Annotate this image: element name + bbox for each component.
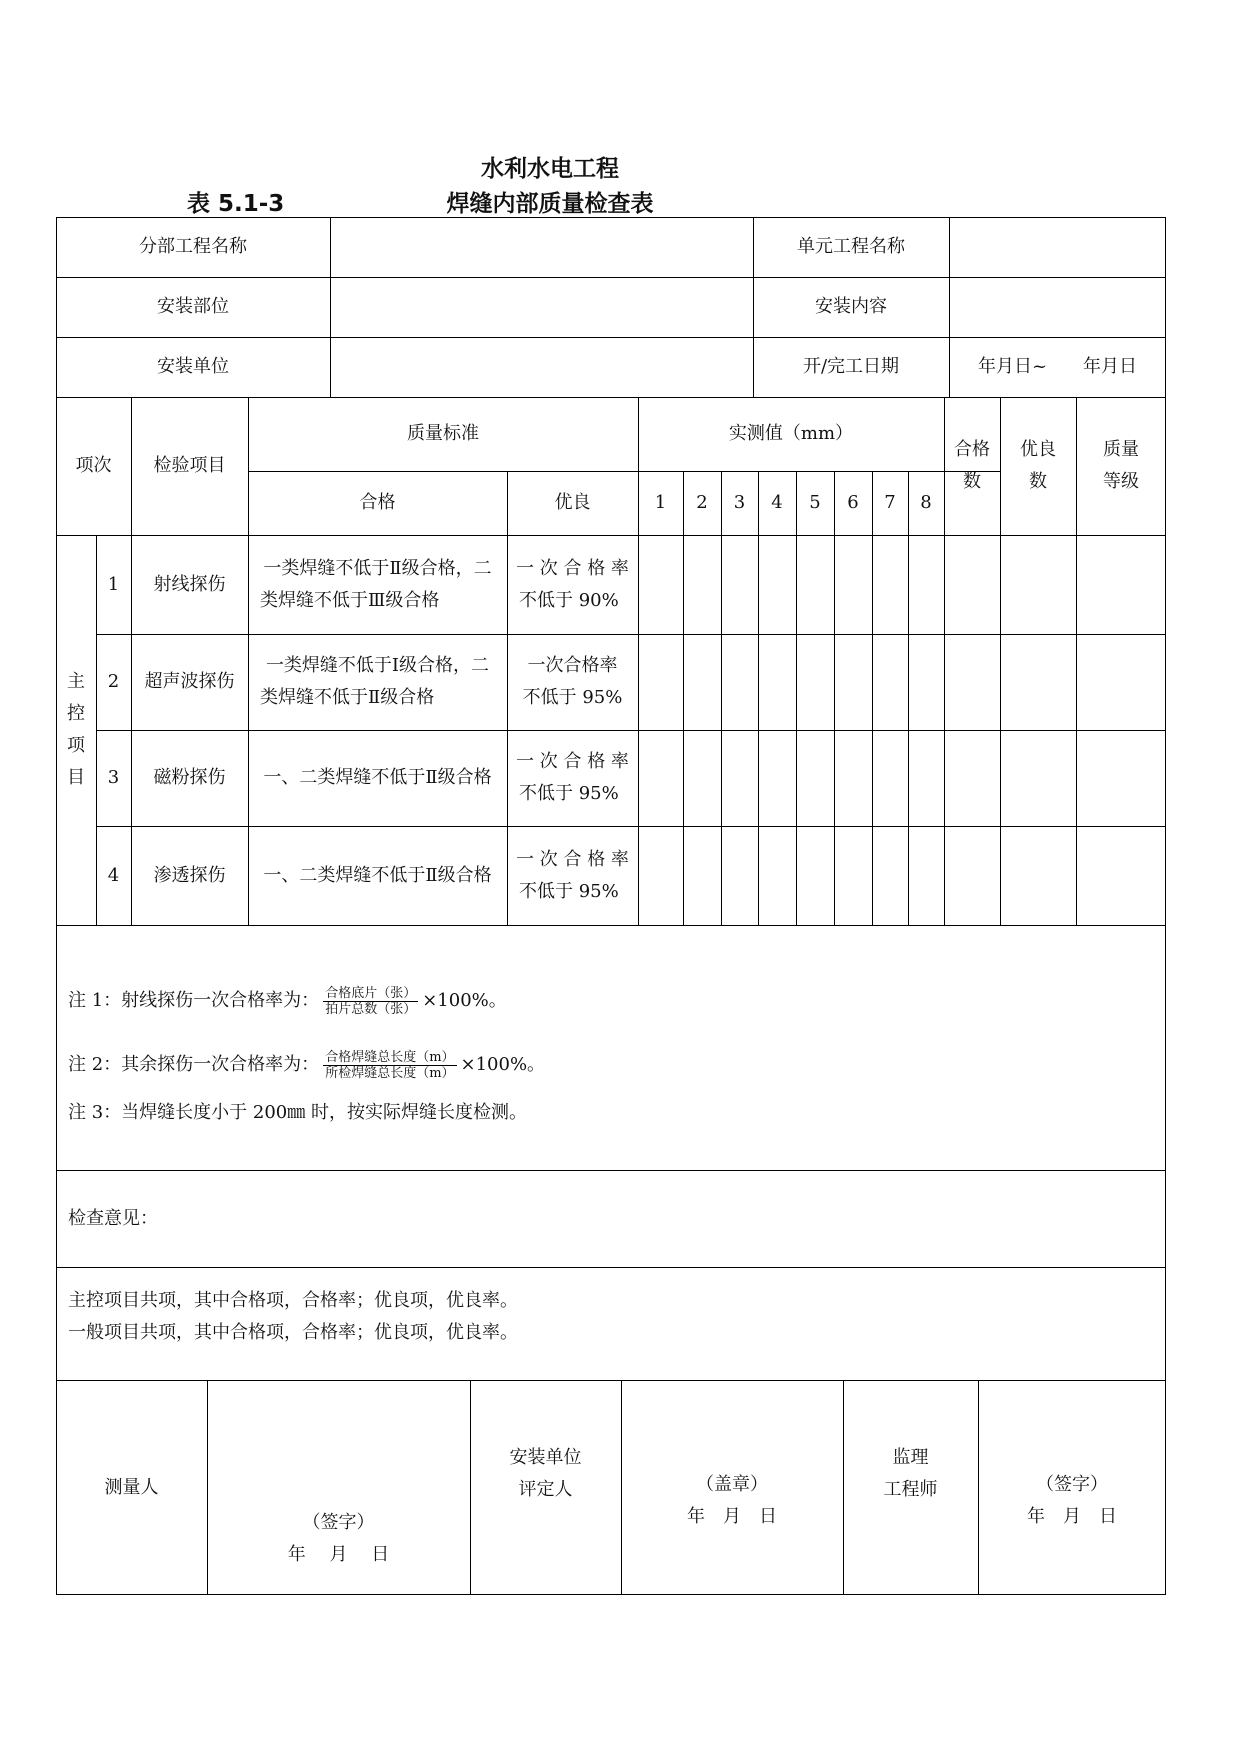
note-1: [68, 981, 1158, 1021]
row-excellent-standard: [507, 826, 638, 925]
row-excellent-standard: [507, 634, 638, 730]
row-inspection-item: 渗透探伤: [153, 864, 226, 886]
rule: [56, 1267, 1166, 1268]
rule: [56, 925, 1166, 926]
evaluator-label-line1: 安装单位: [509, 1447, 582, 1468]
main-control-char: 项: [67, 735, 85, 756]
note-2-prefix: 注 2：其余探伤一次合格率为：: [68, 1054, 320, 1075]
document-title: 水利水电工程: [481, 156, 619, 182]
excellent-text: 一次合格率: [527, 655, 618, 676]
rule: [758, 471, 759, 925]
signature-placeholder: （签字）: [1036, 1473, 1108, 1495]
supervisor-label-line1: 监理: [892, 1447, 929, 1468]
excellent-text: 不低于 95%: [519, 783, 619, 804]
rule: [834, 471, 835, 925]
summary-general: 一般项目共项，其中合格项，合格率；优良项，优良率。: [68, 1322, 518, 1343]
evaluator-label: [470, 1380, 621, 1595]
qualified-text: 一类焊缝不低于Ⅱ级合格，二: [263, 557, 492, 579]
install-content-field[interactable]: [949, 277, 1166, 337]
measure-index: 1: [654, 492, 667, 513]
install-location-field[interactable]: [330, 277, 753, 337]
seal-placeholder: （盖章）: [696, 1473, 768, 1495]
supervisor-label-line2: 工程师: [883, 1479, 938, 1500]
install-location-label: 安装部位: [157, 296, 229, 317]
note-2-suffix: ×100%。: [460, 1054, 546, 1075]
qualified-text: 类焊缝不低于Ⅱ级合格: [260, 687, 435, 708]
row-excellent-standard: [507, 730, 638, 826]
measurer-signature-block[interactable]: [207, 1380, 470, 1595]
main-control-char: 主: [67, 671, 85, 692]
col-pass-count: [944, 397, 1000, 535]
install-content-label: 安装内容: [815, 296, 887, 317]
excellent-text: 一 次 合 格 率: [516, 751, 629, 772]
note-1-fraction: [323, 986, 418, 1017]
start-end-date-field[interactable]: 年月日~ 年月日: [977, 356, 1138, 377]
note-1-suffix: ×100%。: [422, 990, 507, 1011]
excellent-text: 一 次 合 格 率: [516, 557, 629, 579]
col-measured-value: 实测值（mm）: [728, 423, 854, 444]
col-quality-grade-line1: 质量: [1103, 439, 1139, 460]
main-control-char: 目: [67, 767, 85, 788]
excellent-text: 一 次 合 格 率: [516, 848, 629, 870]
measure-index: 2: [696, 492, 708, 513]
excellent-text: 不低于 95%: [519, 880, 619, 902]
col-excellent: 优良: [554, 492, 591, 513]
note-2-fraction: [323, 1050, 456, 1081]
row-inspection-item: 射线探伤: [153, 573, 226, 595]
table-title: 焊缝内部质量检查表: [446, 191, 654, 217]
measure-index: 3: [733, 492, 746, 513]
seal-block[interactable]: [621, 1380, 843, 1595]
col-qualified: 合格: [359, 492, 396, 513]
col-excellent-count: [1000, 397, 1076, 535]
row-number: 1: [107, 573, 120, 595]
col-quality-grade-line2: 等级: [1103, 471, 1139, 492]
measure-index: 6: [847, 492, 859, 513]
date-placeholder: 年 月 日: [687, 1505, 777, 1527]
col-item-no: 项次: [75, 455, 112, 476]
excellent-text: 不低于 90%: [519, 589, 619, 611]
qualified-text: 类焊缝不低于Ⅲ级合格: [260, 589, 440, 611]
measurer-label: 测量人: [104, 1476, 159, 1498]
excellent-text: 不低于 95%: [522, 687, 623, 708]
row-inspection-item: 磁粉探伤: [153, 767, 226, 788]
row-number: 4: [107, 864, 120, 886]
fraction-numerator: 合格底片（张）: [325, 985, 417, 1001]
col-quality-grade: [1076, 397, 1166, 535]
rule: [796, 471, 797, 925]
row-excellent-standard: [507, 535, 638, 634]
row-qualified-standard: [248, 634, 507, 730]
rule: [908, 471, 909, 925]
col-excellent-count-line1: 优良: [1020, 439, 1056, 460]
measure-index: 4: [771, 492, 783, 513]
sub-project-name-field[interactable]: [330, 217, 753, 277]
unit-project-name-label: 单元工程名称: [797, 236, 905, 257]
supervisor-label: [843, 1380, 978, 1595]
qualified-text: 一类焊缝不低于Ⅰ级合格，二: [265, 655, 490, 676]
inspection-opinion-label: 检查意见：: [68, 1207, 158, 1229]
note-2: [68, 1045, 1158, 1085]
date-placeholder: 年 月 日: [1027, 1505, 1117, 1527]
evaluator-label-line2: 评定人: [518, 1479, 573, 1500]
measure-index: 7: [884, 492, 896, 513]
row-number: 3: [107, 767, 120, 788]
unit-project-name-field[interactable]: [949, 217, 1166, 277]
col-quality-standard: 质量标准: [407, 423, 479, 444]
sub-project-name-label: 分部工程名称: [139, 236, 247, 257]
table-number: 表 5.1-3: [187, 191, 285, 217]
note-3: 注 3：当焊缝长度小于 200㎜ 时，按实际焊缝长度检测。: [68, 1102, 527, 1123]
row-number: 2: [107, 671, 120, 692]
main-control-char: 控: [67, 703, 85, 724]
start-end-date-label: 开/完工日期: [802, 356, 900, 377]
row-inspection-item: 超声波探伤: [144, 671, 235, 692]
fraction-denominator: 所检焊缝总长度（m）: [325, 1065, 455, 1081]
row-qualified-standard: 一、二类焊缝不低于Ⅱ级合格: [263, 767, 492, 788]
note-1-prefix: 注 1：射线探伤一次合格率为：: [68, 990, 320, 1011]
summary-main-control: 主控项目共项，其中合格项，合格率；优良项，优良率。: [68, 1290, 518, 1311]
row-qualified-standard: [248, 535, 507, 634]
col-pass-count-line2: 数: [963, 471, 981, 492]
main-control-items-label: [56, 535, 96, 925]
row-qualified-standard: 一、二类焊缝不低于Ⅱ级合格: [263, 864, 492, 886]
install-unit-label: 安装单位: [157, 356, 229, 377]
rule: [721, 471, 722, 925]
measure-index: 8: [920, 492, 932, 513]
inspection-form: [56, 217, 1166, 1595]
date-placeholder: 年 月 日: [287, 1544, 390, 1565]
col-excellent-count-line2: 数: [1029, 471, 1047, 492]
fraction-denominator: 拍片总数（张）: [325, 1001, 417, 1017]
signature-placeholder: （签字）: [302, 1512, 375, 1533]
install-unit-field[interactable]: [330, 337, 753, 397]
rule: [683, 471, 684, 925]
col-pass-count-line1: 合格: [954, 439, 990, 460]
measure-index: 5: [809, 492, 821, 513]
supervisor-signature-block[interactable]: [978, 1380, 1166, 1595]
fraction-numerator: 合格焊缝总长度（m）: [325, 1049, 455, 1065]
rule: [872, 471, 873, 925]
col-inspection-item: 检验项目: [153, 455, 226, 476]
